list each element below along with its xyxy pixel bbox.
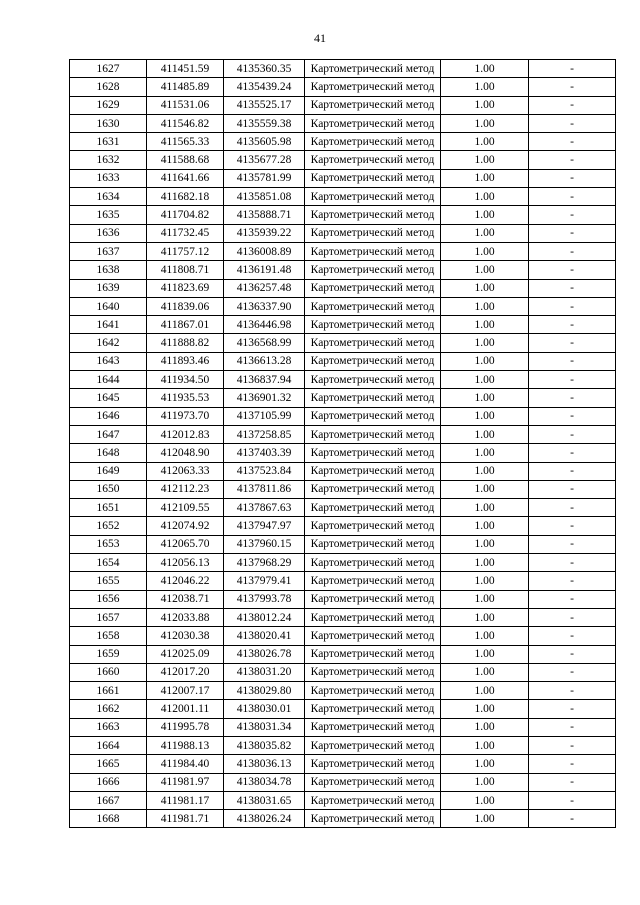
method-cell: Картометрический метод: [305, 627, 441, 645]
description-cell: -: [529, 499, 616, 517]
x-coordinate-cell: 411704.82: [147, 206, 224, 224]
method-cell: Картометрический метод: [305, 425, 441, 443]
y-coordinate-cell: 4135851.08: [224, 188, 305, 206]
point-number-cell: 1655: [70, 572, 147, 590]
point-number-cell: 1640: [70, 297, 147, 315]
accuracy-cell: 1.00: [441, 133, 529, 151]
accuracy-cell: 1.00: [441, 261, 529, 279]
description-cell: -: [529, 791, 616, 809]
point-number-cell: 1634: [70, 188, 147, 206]
y-coordinate-cell: 4138026.78: [224, 645, 305, 663]
x-coordinate-cell: 411888.82: [147, 334, 224, 352]
table-row: [70, 114, 616, 132]
method-cell: Картометрический метод: [305, 480, 441, 498]
x-coordinate-cell: 412038.71: [147, 590, 224, 608]
y-coordinate-cell: 4135939.22: [224, 224, 305, 242]
accuracy-cell: 1.00: [441, 736, 529, 754]
method-cell: Картометрический метод: [305, 462, 441, 480]
table-row: [70, 444, 616, 462]
y-coordinate-cell: 4136446.98: [224, 316, 305, 334]
y-coordinate-cell: 4135781.99: [224, 169, 305, 187]
x-coordinate-cell: 412030.38: [147, 627, 224, 645]
point-number-cell: 1639: [70, 279, 147, 297]
x-coordinate-cell: 412063.33: [147, 462, 224, 480]
coordinates-table: [69, 59, 616, 828]
x-coordinate-cell: 411935.53: [147, 389, 224, 407]
method-cell: Картометрический метод: [305, 407, 441, 425]
method-cell: Картометрический метод: [305, 169, 441, 187]
x-coordinate-cell: 411485.89: [147, 78, 224, 96]
x-coordinate-cell: 411839.06: [147, 297, 224, 315]
table-row: [70, 736, 616, 754]
y-coordinate-cell: 4137403.39: [224, 444, 305, 462]
table-row: [70, 682, 616, 700]
table-row: [70, 755, 616, 773]
point-number-cell: 1637: [70, 242, 147, 260]
accuracy-cell: 1.00: [441, 700, 529, 718]
page-number: 41: [314, 31, 326, 45]
point-number-cell: 1627: [70, 60, 147, 78]
y-coordinate-cell: 4137105.99: [224, 407, 305, 425]
point-number-cell: 1657: [70, 608, 147, 626]
method-cell: Картометрический метод: [305, 718, 441, 736]
y-coordinate-cell: 4137523.84: [224, 462, 305, 480]
table-row: [70, 554, 616, 572]
description-cell: -: [529, 736, 616, 754]
y-coordinate-cell: 4138031.65: [224, 791, 305, 809]
description-cell: -: [529, 96, 616, 114]
method-cell: Картометрический метод: [305, 242, 441, 260]
x-coordinate-cell: 411682.18: [147, 188, 224, 206]
point-number-cell: 1633: [70, 169, 147, 187]
description-cell: -: [529, 279, 616, 297]
x-coordinate-cell: 411565.33: [147, 133, 224, 151]
accuracy-cell: 1.00: [441, 682, 529, 700]
description-cell: -: [529, 627, 616, 645]
description-cell: -: [529, 480, 616, 498]
y-coordinate-cell: 4136901.32: [224, 389, 305, 407]
x-coordinate-cell: 411808.71: [147, 261, 224, 279]
x-coordinate-cell: 412048.90: [147, 444, 224, 462]
x-coordinate-cell: 412112.23: [147, 480, 224, 498]
description-cell: -: [529, 517, 616, 535]
y-coordinate-cell: 4135888.71: [224, 206, 305, 224]
y-coordinate-cell: 4135677.28: [224, 151, 305, 169]
point-number-cell: 1666: [70, 773, 147, 791]
table-row: [70, 389, 616, 407]
method-cell: Картометрический метод: [305, 188, 441, 206]
point-number-cell: 1646: [70, 407, 147, 425]
point-number-cell: 1660: [70, 663, 147, 681]
method-cell: Картометрический метод: [305, 60, 441, 78]
table-row: [70, 407, 616, 425]
y-coordinate-cell: 4138031.34: [224, 718, 305, 736]
point-number-cell: 1649: [70, 462, 147, 480]
x-coordinate-cell: 412001.11: [147, 700, 224, 718]
table-row: [70, 133, 616, 151]
method-cell: Картометрический метод: [305, 316, 441, 334]
method-cell: Картометрический метод: [305, 645, 441, 663]
table-row: [70, 718, 616, 736]
method-cell: Картометрический метод: [305, 114, 441, 132]
accuracy-cell: 1.00: [441, 718, 529, 736]
table-row: [70, 480, 616, 498]
x-coordinate-cell: 411973.70: [147, 407, 224, 425]
table-row: [70, 371, 616, 389]
x-coordinate-cell: 411823.69: [147, 279, 224, 297]
method-cell: Картометрический метод: [305, 352, 441, 370]
x-coordinate-cell: 411732.45: [147, 224, 224, 242]
y-coordinate-cell: 4137968.29: [224, 554, 305, 572]
description-cell: -: [529, 133, 616, 151]
description-cell: -: [529, 645, 616, 663]
method-cell: Картометрический метод: [305, 334, 441, 352]
x-coordinate-cell: 411641.66: [147, 169, 224, 187]
accuracy-cell: 1.00: [441, 151, 529, 169]
x-coordinate-cell: 412056.13: [147, 554, 224, 572]
point-number-cell: 1658: [70, 627, 147, 645]
description-cell: -: [529, 371, 616, 389]
point-number-cell: 1659: [70, 645, 147, 663]
point-number-cell: 1654: [70, 554, 147, 572]
y-coordinate-cell: 4136257.48: [224, 279, 305, 297]
accuracy-cell: 1.00: [441, 425, 529, 443]
table-row: [70, 334, 616, 352]
y-coordinate-cell: 4135525.17: [224, 96, 305, 114]
accuracy-cell: 1.00: [441, 645, 529, 663]
description-cell: -: [529, 554, 616, 572]
accuracy-cell: 1.00: [441, 371, 529, 389]
accuracy-cell: 1.00: [441, 499, 529, 517]
table-row: [70, 499, 616, 517]
y-coordinate-cell: 4136837.94: [224, 371, 305, 389]
point-number-cell: 1663: [70, 718, 147, 736]
table-row: [70, 608, 616, 626]
x-coordinate-cell: 411981.71: [147, 810, 224, 828]
x-coordinate-cell: 412033.88: [147, 608, 224, 626]
method-cell: Картометрический метод: [305, 151, 441, 169]
table-body: [70, 60, 616, 828]
point-number-cell: 1632: [70, 151, 147, 169]
point-number-cell: 1629: [70, 96, 147, 114]
accuracy-cell: 1.00: [441, 169, 529, 187]
point-number-cell: 1642: [70, 334, 147, 352]
y-coordinate-cell: 4138035.82: [224, 736, 305, 754]
method-cell: Картометрический метод: [305, 499, 441, 517]
accuracy-cell: 1.00: [441, 517, 529, 535]
method-cell: Картометрический метод: [305, 773, 441, 791]
y-coordinate-cell: 4136191.48: [224, 261, 305, 279]
table-row: [70, 773, 616, 791]
point-number-cell: 1641: [70, 316, 147, 334]
table-row: [70, 60, 616, 78]
method-cell: Картометрический метод: [305, 590, 441, 608]
description-cell: -: [529, 773, 616, 791]
method-cell: Картометрический метод: [305, 78, 441, 96]
table-row: [70, 151, 616, 169]
method-cell: Картометрический метод: [305, 791, 441, 809]
point-number-cell: 1638: [70, 261, 147, 279]
x-coordinate-cell: 411981.97: [147, 773, 224, 791]
x-coordinate-cell: 411757.12: [147, 242, 224, 260]
x-coordinate-cell: 411893.46: [147, 352, 224, 370]
x-coordinate-cell: 412012.83: [147, 425, 224, 443]
x-coordinate-cell: 411981.17: [147, 791, 224, 809]
point-number-cell: 1653: [70, 535, 147, 553]
description-cell: -: [529, 444, 616, 462]
description-cell: -: [529, 261, 616, 279]
accuracy-cell: 1.00: [441, 242, 529, 260]
description-cell: -: [529, 224, 616, 242]
method-cell: Картометрический метод: [305, 206, 441, 224]
method-cell: Картометрический метод: [305, 810, 441, 828]
accuracy-cell: 1.00: [441, 407, 529, 425]
method-cell: Картометрический метод: [305, 663, 441, 681]
y-coordinate-cell: 4137993.78: [224, 590, 305, 608]
y-coordinate-cell: 4138012.24: [224, 608, 305, 626]
y-coordinate-cell: 4137960.15: [224, 535, 305, 553]
x-coordinate-cell: 411995.78: [147, 718, 224, 736]
description-cell: -: [529, 60, 616, 78]
description-cell: -: [529, 114, 616, 132]
y-coordinate-cell: 4138034.78: [224, 773, 305, 791]
y-coordinate-cell: 4137979.41: [224, 572, 305, 590]
x-coordinate-cell: 412109.55: [147, 499, 224, 517]
method-cell: Картометрический метод: [305, 554, 441, 572]
method-cell: Картометрический метод: [305, 224, 441, 242]
description-cell: -: [529, 188, 616, 206]
accuracy-cell: 1.00: [441, 297, 529, 315]
table-row: [70, 224, 616, 242]
description-cell: -: [529, 389, 616, 407]
x-coordinate-cell: 411531.06: [147, 96, 224, 114]
y-coordinate-cell: 4138031.20: [224, 663, 305, 681]
x-coordinate-cell: 412065.70: [147, 535, 224, 553]
y-coordinate-cell: 4135439.24: [224, 78, 305, 96]
table-row: [70, 96, 616, 114]
y-coordinate-cell: 4137811.86: [224, 480, 305, 498]
y-coordinate-cell: 4136613.28: [224, 352, 305, 370]
description-cell: -: [529, 316, 616, 334]
method-cell: Картометрический метод: [305, 517, 441, 535]
table-row: [70, 462, 616, 480]
table-row: [70, 206, 616, 224]
point-number-cell: 1668: [70, 810, 147, 828]
description-cell: -: [529, 425, 616, 443]
accuracy-cell: 1.00: [441, 206, 529, 224]
y-coordinate-cell: 4138020.41: [224, 627, 305, 645]
table-row: [70, 645, 616, 663]
table-row: [70, 791, 616, 809]
description-cell: -: [529, 608, 616, 626]
point-number-cell: 1643: [70, 352, 147, 370]
point-number-cell: 1667: [70, 791, 147, 809]
table-row: [70, 352, 616, 370]
accuracy-cell: 1.00: [441, 572, 529, 590]
method-cell: Картометрический метод: [305, 736, 441, 754]
table-row: [70, 700, 616, 718]
point-number-cell: 1650: [70, 480, 147, 498]
point-number-cell: 1664: [70, 736, 147, 754]
description-cell: -: [529, 810, 616, 828]
accuracy-cell: 1.00: [441, 224, 529, 242]
method-cell: Картометрический метод: [305, 755, 441, 773]
description-cell: -: [529, 663, 616, 681]
point-number-cell: 1628: [70, 78, 147, 96]
table-row: [70, 279, 616, 297]
method-cell: Картометрический метод: [305, 389, 441, 407]
x-coordinate-cell: 411934.50: [147, 371, 224, 389]
accuracy-cell: 1.00: [441, 755, 529, 773]
x-coordinate-cell: 411867.01: [147, 316, 224, 334]
accuracy-cell: 1.00: [441, 810, 529, 828]
table-row: [70, 297, 616, 315]
accuracy-cell: 1.00: [441, 78, 529, 96]
accuracy-cell: 1.00: [441, 96, 529, 114]
method-cell: Картометрический метод: [305, 371, 441, 389]
point-number-cell: 1644: [70, 371, 147, 389]
description-cell: -: [529, 462, 616, 480]
accuracy-cell: 1.00: [441, 114, 529, 132]
accuracy-cell: 1.00: [441, 316, 529, 334]
accuracy-cell: 1.00: [441, 627, 529, 645]
table-row: [70, 517, 616, 535]
y-coordinate-cell: 4137258.85: [224, 425, 305, 443]
y-coordinate-cell: 4137947.97: [224, 517, 305, 535]
point-number-cell: 1648: [70, 444, 147, 462]
y-coordinate-cell: 4135605.98: [224, 133, 305, 151]
method-cell: Картометрический метод: [305, 279, 441, 297]
method-cell: Картометрический метод: [305, 261, 441, 279]
table-row: [70, 78, 616, 96]
table-row: [70, 810, 616, 828]
point-number-cell: 1630: [70, 114, 147, 132]
accuracy-cell: 1.00: [441, 554, 529, 572]
point-number-cell: 1652: [70, 517, 147, 535]
table-row: [70, 242, 616, 260]
y-coordinate-cell: 4135559.38: [224, 114, 305, 132]
y-coordinate-cell: 4137867.63: [224, 499, 305, 517]
table-row: [70, 535, 616, 553]
x-coordinate-cell: 411451.59: [147, 60, 224, 78]
method-cell: Картометрический метод: [305, 535, 441, 553]
x-coordinate-cell: 411988.13: [147, 736, 224, 754]
point-number-cell: 1636: [70, 224, 147, 242]
accuracy-cell: 1.00: [441, 389, 529, 407]
accuracy-cell: 1.00: [441, 188, 529, 206]
y-coordinate-cell: 4138029.80: [224, 682, 305, 700]
description-cell: -: [529, 590, 616, 608]
point-number-cell: 1645: [70, 389, 147, 407]
method-cell: Картометрический метод: [305, 682, 441, 700]
method-cell: Картометрический метод: [305, 608, 441, 626]
description-cell: -: [529, 700, 616, 718]
point-number-cell: 1661: [70, 682, 147, 700]
accuracy-cell: 1.00: [441, 480, 529, 498]
method-cell: Картометрический метод: [305, 700, 441, 718]
description-cell: -: [529, 407, 616, 425]
description-cell: -: [529, 169, 616, 187]
description-cell: -: [529, 151, 616, 169]
description-cell: -: [529, 242, 616, 260]
point-number-cell: 1651: [70, 499, 147, 517]
y-coordinate-cell: 4138026.24: [224, 810, 305, 828]
y-coordinate-cell: 4136337.90: [224, 297, 305, 315]
y-coordinate-cell: 4138036.13: [224, 755, 305, 773]
description-cell: -: [529, 535, 616, 553]
description-cell: -: [529, 334, 616, 352]
description-cell: -: [529, 206, 616, 224]
point-number-cell: 1635: [70, 206, 147, 224]
x-coordinate-cell: 412074.92: [147, 517, 224, 535]
x-coordinate-cell: 411546.82: [147, 114, 224, 132]
table-row: [70, 169, 616, 187]
accuracy-cell: 1.00: [441, 334, 529, 352]
accuracy-cell: 1.00: [441, 590, 529, 608]
x-coordinate-cell: 412046.22: [147, 572, 224, 590]
description-cell: -: [529, 755, 616, 773]
table-row: [70, 590, 616, 608]
description-cell: -: [529, 718, 616, 736]
accuracy-cell: 1.00: [441, 535, 529, 553]
table-row: [70, 425, 616, 443]
description-cell: -: [529, 78, 616, 96]
accuracy-cell: 1.00: [441, 352, 529, 370]
accuracy-cell: 1.00: [441, 279, 529, 297]
y-coordinate-cell: 4135360.35: [224, 60, 305, 78]
x-coordinate-cell: 412017.20: [147, 663, 224, 681]
description-cell: -: [529, 297, 616, 315]
table-row: [70, 316, 616, 334]
accuracy-cell: 1.00: [441, 663, 529, 681]
y-coordinate-cell: 4136568.99: [224, 334, 305, 352]
description-cell: -: [529, 352, 616, 370]
x-coordinate-cell: 412025.09: [147, 645, 224, 663]
accuracy-cell: 1.00: [441, 773, 529, 791]
table-row: [70, 188, 616, 206]
accuracy-cell: 1.00: [441, 462, 529, 480]
point-number-cell: 1665: [70, 755, 147, 773]
method-cell: Картометрический метод: [305, 96, 441, 114]
accuracy-cell: 1.00: [441, 60, 529, 78]
point-number-cell: 1631: [70, 133, 147, 151]
description-cell: -: [529, 682, 616, 700]
method-cell: Картометрический метод: [305, 572, 441, 590]
x-coordinate-cell: 411588.68: [147, 151, 224, 169]
y-coordinate-cell: 4136008.89: [224, 242, 305, 260]
point-number-cell: 1656: [70, 590, 147, 608]
method-cell: Картометрический метод: [305, 444, 441, 462]
x-coordinate-cell: 412007.17: [147, 682, 224, 700]
point-number-cell: 1647: [70, 425, 147, 443]
x-coordinate-cell: 411984.40: [147, 755, 224, 773]
table-row: [70, 663, 616, 681]
table-row: [70, 261, 616, 279]
table-row: [70, 627, 616, 645]
accuracy-cell: 1.00: [441, 791, 529, 809]
accuracy-cell: 1.00: [441, 444, 529, 462]
method-cell: Картометрический метод: [305, 297, 441, 315]
table-row: [70, 572, 616, 590]
y-coordinate-cell: 4138030.01: [224, 700, 305, 718]
method-cell: Картометрический метод: [305, 133, 441, 151]
description-cell: -: [529, 572, 616, 590]
point-number-cell: 1662: [70, 700, 147, 718]
accuracy-cell: 1.00: [441, 608, 529, 626]
